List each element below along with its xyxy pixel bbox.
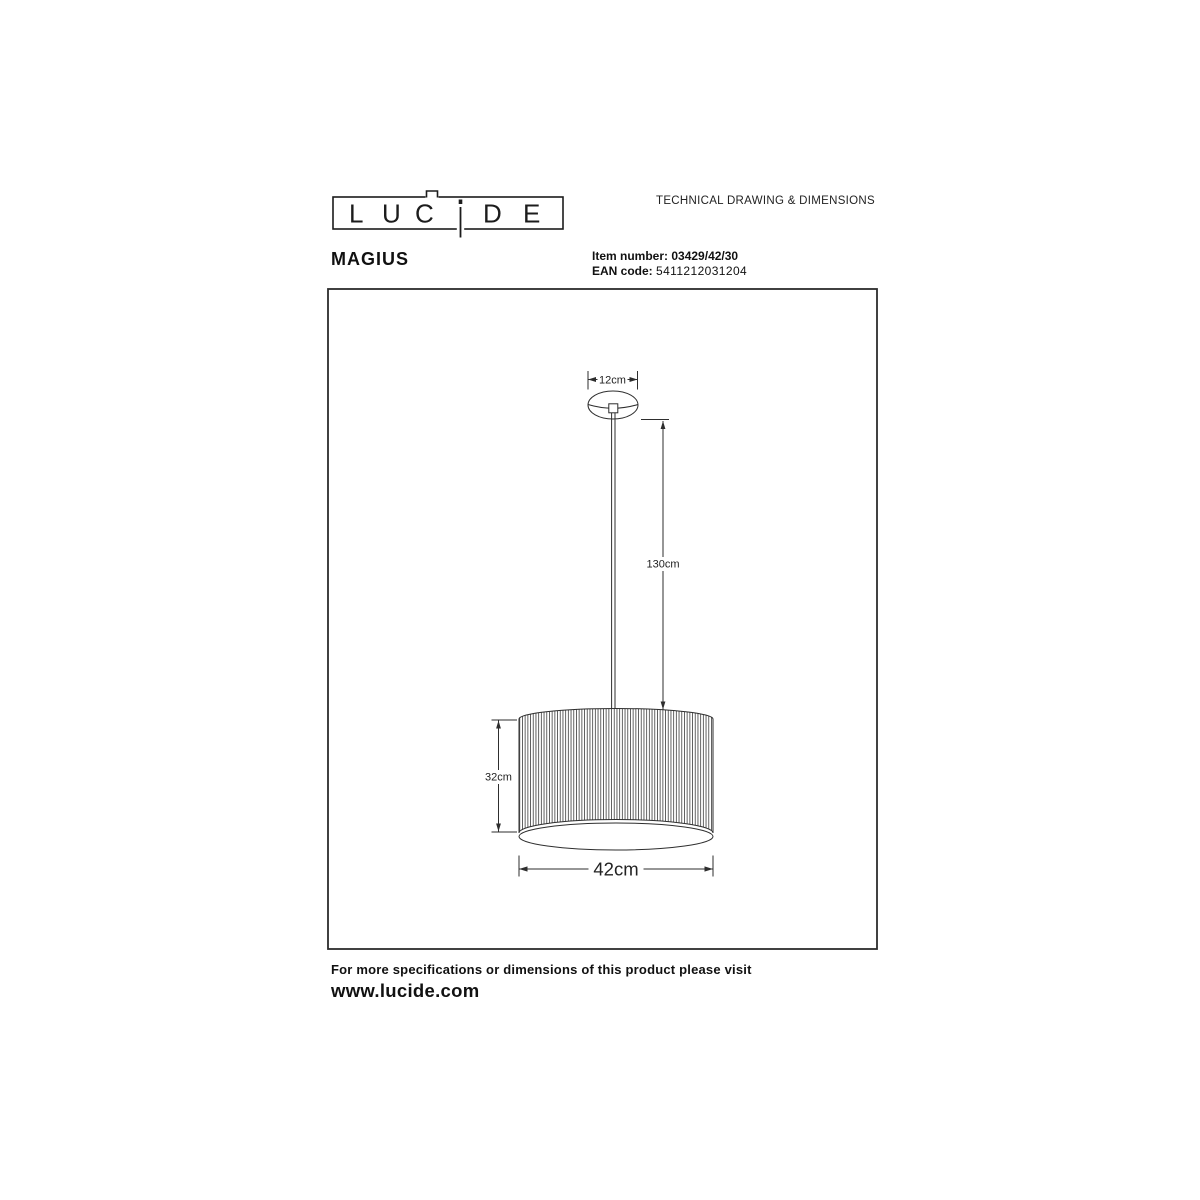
shade-bottom-diffuser (519, 823, 713, 850)
item-number-value: 03429/42/30 (671, 249, 739, 263)
dimension-shade-height (482, 720, 517, 832)
logo-letter-e: E (523, 198, 541, 229)
arrow-left-icon (519, 866, 528, 871)
ceiling-canopy (588, 391, 638, 419)
dimension-shade-diameter (519, 856, 713, 880)
product-codes (592, 249, 747, 279)
arrow-left-icon (588, 377, 596, 382)
ean-label: EAN code: (592, 264, 653, 278)
ean-row (592, 264, 747, 279)
website-url: www.lucide.com (331, 980, 480, 1001)
doc-type-title: TECHNICAL DRAWING & DIMENSIONS (656, 195, 875, 207)
footer (331, 962, 752, 1002)
technical-drawing (327, 288, 878, 950)
cord-grip (609, 404, 618, 413)
ean-value: 5411212031204 (656, 264, 748, 278)
label-cord-length: 130cm (646, 558, 680, 571)
label-shade-height: 32cm (485, 771, 512, 784)
lucide-logo (331, 184, 571, 242)
arrow-right-icon (630, 377, 638, 382)
label-canopy-diameter: 12cm (599, 374, 626, 387)
logo-letter-c: C (415, 198, 434, 229)
logo-letters (349, 199, 540, 229)
arrow-down-icon (661, 702, 666, 710)
item-number-label: Item number: (592, 249, 669, 263)
footer-note: For more specifications or dimensions of this product please visit (331, 962, 752, 977)
arrow-up-icon (496, 721, 501, 729)
arrow-down-icon (496, 824, 501, 832)
item-number-row (592, 249, 747, 264)
logo-letter-d: D (483, 198, 502, 229)
pendant-cord (612, 413, 615, 709)
lamp-shade (519, 709, 713, 851)
product-name: MAGIUS (331, 249, 409, 269)
dimension-cord-length (641, 420, 683, 710)
arrow-right-icon (705, 866, 714, 871)
label-shade-diameter: 42cm (593, 858, 639, 880)
logo-letter-i-dot (459, 200, 463, 205)
logo-letter-l: L (349, 198, 364, 229)
arrow-up-icon (661, 421, 666, 429)
logo-letter-u: U (382, 198, 401, 229)
shade-ribbed-wall (519, 709, 713, 834)
dimension-canopy-diameter (588, 371, 638, 390)
